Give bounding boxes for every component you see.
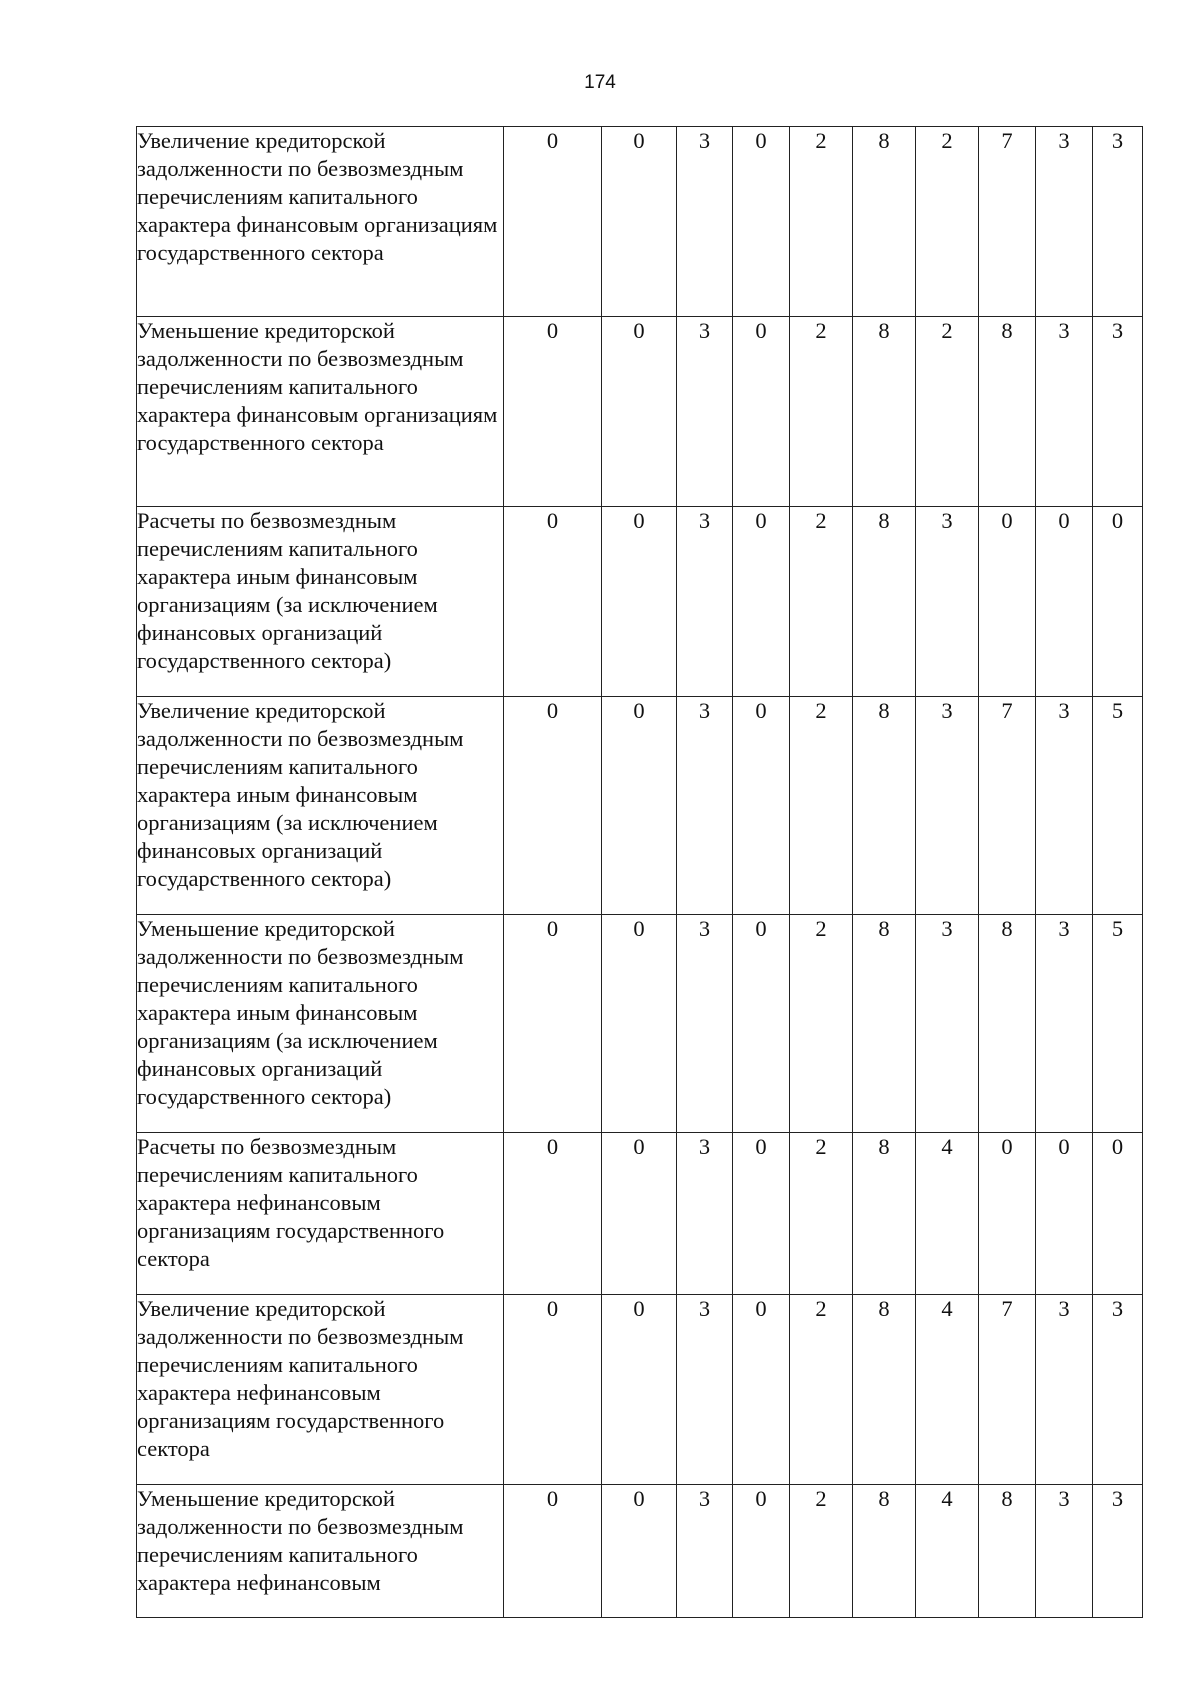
code-digit: 0 [504,507,602,697]
code-digit: 2 [790,1133,853,1295]
code-digit: 3 [677,507,733,697]
code-digit: 8 [979,317,1036,507]
code-digit: 0 [1093,1133,1143,1295]
code-digit: 3 [1036,127,1093,317]
code-digit: 0 [979,1133,1036,1295]
code-digit: 0 [602,507,677,697]
code-digit: 3 [677,1133,733,1295]
code-digit: 7 [979,127,1036,317]
code-digit: 0 [504,317,602,507]
code-digit: 0 [504,127,602,317]
code-digit: 0 [733,697,790,915]
table-row [137,317,1143,507]
row-description: Расчеты по безвозмездным перечислениям капитального характера иным финансовым организациям (за исключением финансовых организаций государственного сектора) [137,507,504,697]
code-digit: 0 [1093,507,1143,697]
code-digit: 3 [677,127,733,317]
code-digit: 0 [504,1485,602,1618]
code-digit: 5 [1093,697,1143,915]
code-digit: 2 [790,507,853,697]
code-digit: 0 [602,1295,677,1485]
code-digit: 8 [853,697,916,915]
code-digit: 3 [677,915,733,1133]
code-digit: 0 [504,1133,602,1295]
code-digit: 0 [733,507,790,697]
code-digit: 0 [979,507,1036,697]
code-digit: 3 [1036,1485,1093,1618]
row-description: Расчеты по безвозмездным перечислениям капитального характера нефинансовым организациям государственного сектора [137,1133,504,1295]
table-row [137,507,1143,697]
table-row [137,1133,1143,1295]
code-digit: 0 [733,1295,790,1485]
code-digit: 3 [677,1295,733,1485]
code-digit: 3 [916,507,979,697]
code-digit: 0 [602,1485,677,1618]
code-digit: 8 [853,127,916,317]
code-digit: 3 [1093,317,1143,507]
code-digit: 8 [853,1295,916,1485]
code-digit: 3 [1036,915,1093,1133]
code-digit: 3 [1093,1485,1143,1618]
table-body [137,127,1143,1618]
table-row [137,697,1143,915]
code-digit: 0 [504,1295,602,1485]
code-digit: 0 [1036,507,1093,697]
code-digit: 2 [916,127,979,317]
code-digit: 3 [1036,697,1093,915]
code-digit: 0 [1036,1133,1093,1295]
code-digit: 2 [790,1485,853,1618]
code-digit: 8 [853,507,916,697]
row-description: Уменьшение кредиторской задолженности по безвозмездным перечислениям капитального характера иным финансовым организациям (за исключением финансовых организаций государственного сектора) [137,915,504,1133]
code-digit: 3 [916,915,979,1133]
code-digit: 8 [853,317,916,507]
code-digit: 3 [1036,317,1093,507]
code-digit: 0 [602,317,677,507]
code-digit: 3 [1093,1295,1143,1485]
code-digit: 2 [790,317,853,507]
code-digit: 2 [790,915,853,1133]
row-description: Увеличение кредиторской задолженности по безвозмездным перечислениям капитального характера нефинансовым организациям государственного сектора [137,1295,504,1485]
table-row [137,915,1143,1133]
code-digit: 0 [602,127,677,317]
code-digit: 3 [1093,127,1143,317]
table-row [137,127,1143,317]
code-digit: 8 [979,1485,1036,1618]
row-description: Уменьшение кредиторской задолженности по безвозмездным перечислениям капитального характера финансовым организациям государственного сектора [137,317,504,507]
code-digit: 0 [733,1133,790,1295]
code-digit: 3 [1036,1295,1093,1485]
row-description: Уменьшение кредиторской задолженности по безвозмездным перечислениям капитального характера нефинансовым [137,1485,504,1618]
code-digit: 3 [677,1485,733,1618]
code-digit: 2 [916,317,979,507]
code-digit: 4 [916,1133,979,1295]
code-digit: 0 [504,915,602,1133]
code-digit: 5 [1093,915,1143,1133]
code-digit: 2 [790,697,853,915]
code-digit: 7 [979,697,1036,915]
code-digit: 8 [853,1133,916,1295]
code-digit: 4 [916,1295,979,1485]
code-digit: 7 [979,1295,1036,1485]
code-digit: 3 [677,317,733,507]
code-digit: 0 [733,915,790,1133]
code-digit: 0 [733,317,790,507]
table-row [137,1295,1143,1485]
code-digit: 0 [602,915,677,1133]
code-digit: 0 [504,697,602,915]
code-digit: 3 [916,697,979,915]
table-row [137,1485,1143,1618]
code-digit: 0 [733,127,790,317]
code-digit: 2 [790,1295,853,1485]
code-digit: 2 [790,127,853,317]
page-number: 174 [584,72,616,93]
code-digit: 8 [853,915,916,1133]
code-digit: 4 [916,1485,979,1618]
account-codes-table [136,126,1143,1618]
code-digit: 8 [853,1485,916,1618]
code-digit: 3 [677,697,733,915]
row-description: Увеличение кредиторской задолженности по безвозмездным перечислениям капитального характера иным финансовым организациям (за исключением финансовых организаций государственного сектора) [137,697,504,915]
row-description: Увеличение кредиторской задолженности по безвозмездным перечислениям капитального характера финансовым организациям государственного сектора [137,127,504,317]
code-digit: 0 [602,697,677,915]
code-digit: 0 [602,1133,677,1295]
code-digit: 8 [979,915,1036,1133]
code-digit: 0 [733,1485,790,1618]
